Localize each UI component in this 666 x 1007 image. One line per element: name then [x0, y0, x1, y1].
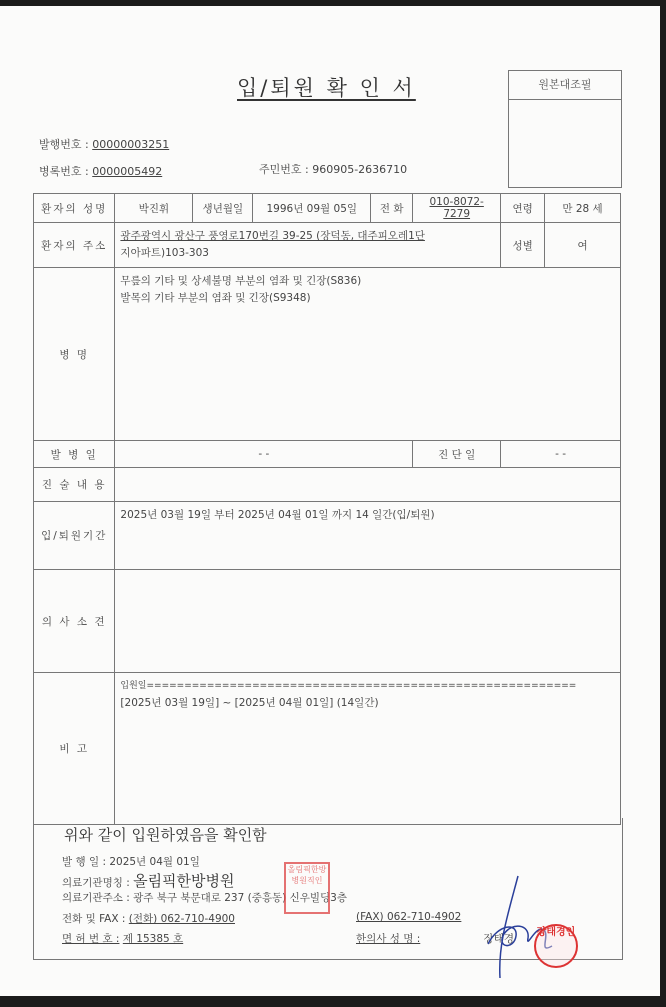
phone-value: 010-8072-7279 — [413, 194, 501, 223]
fax-value: (FAX) 062-710-4902 — [356, 911, 462, 923]
doctor-label: 한의사 성 명 : — [356, 933, 421, 945]
diagnosis-date-value: - - — [501, 441, 621, 468]
diagnosis-label: 병 명 — [34, 268, 115, 441]
row-address — [34, 223, 621, 268]
original-copy-box — [508, 70, 622, 188]
address-line-2: 지아파트)103-303 — [120, 247, 209, 259]
issue-date-row — [62, 854, 200, 869]
resident-number — [259, 161, 407, 177]
row-opinion — [34, 570, 621, 673]
row-period — [34, 502, 621, 570]
diagnosis-line-2: 발목의 기타 부분의 염좌 및 긴장(S9348) — [120, 292, 311, 304]
document-title: 입/퇴원 확 인 서 — [237, 76, 416, 100]
patient-record-value: 0000005492 — [92, 165, 163, 178]
resident-number-value: 960905-2636710 — [312, 163, 408, 176]
confirmation-form-table — [33, 193, 621, 825]
hospital-seal-text: 올림픽한방병원직인 — [287, 865, 327, 885]
patient-record-number — [39, 163, 162, 179]
statement-label: 진 술 내 용 — [34, 468, 115, 502]
tel-value: (전화) 062-710-4900 — [128, 913, 235, 925]
remarks-line-2: [2025년 03월 19일] ~ [2025년 04월 01일] (14일간) — [120, 697, 379, 709]
row-remarks — [34, 673, 621, 825]
hospital-name-row — [62, 870, 235, 891]
doctor-name-value: 장태경 — [483, 933, 515, 945]
license-row — [62, 931, 183, 946]
document-page — [0, 6, 660, 996]
sex-label: 성별 — [501, 223, 545, 268]
tel-row — [62, 911, 235, 926]
birth-value: 1996년 09월 05일 — [253, 194, 371, 223]
phone-label: 전 화 — [371, 194, 413, 223]
row-statement — [34, 468, 621, 502]
diagnosis-date-label: 진 단 일 — [413, 441, 501, 468]
opinion-value — [115, 570, 621, 673]
patient-record-label: 병록번호 : — [39, 165, 89, 178]
remarks-line-1: 입원일========================================================= — [120, 681, 577, 691]
resident-number-label: 주민번호 : — [259, 163, 309, 176]
license-label: 면 허 번 호 : — [62, 933, 120, 945]
age-label: 연령 — [501, 194, 545, 223]
statement-value — [115, 468, 621, 502]
name-value: 박진휘 — [115, 194, 193, 223]
birth-label: 생년월일 — [193, 194, 253, 223]
address-line-1: 광주광역시 광산구 풍영로170번길 39-25 (장덕동, 대주피오레1단 — [120, 230, 425, 242]
period-label: 입/퇴원기간 — [34, 502, 115, 570]
issue-number-value: 00000003251 — [92, 138, 170, 151]
row-diagnosis — [34, 268, 621, 441]
issue-date-label: 발 행 일 : — [62, 856, 106, 868]
issue-date-value: 2025년 04월 01일 — [109, 856, 200, 868]
hospital-address-label: 의료기관주소 : — [62, 892, 130, 904]
doctor-seal — [534, 924, 578, 968]
issue-number-label: 발행번호 : — [39, 138, 89, 151]
confirmation-statement: 위와 같이 입원하였음을 확인함 — [64, 826, 267, 844]
address-label: 환자의 주소 — [34, 223, 115, 268]
license-value: 제 15385 호 — [122, 933, 184, 945]
row-name — [34, 194, 621, 223]
original-copy-label: 원본대조필 — [509, 71, 621, 100]
tel-label: 전화 및 FAX : — [62, 913, 126, 925]
opinion-label: 의 사 소 견 — [34, 570, 115, 673]
name-label: 환자의 성명 — [34, 194, 115, 223]
hospital-seal — [284, 862, 330, 914]
period-value: 2025년 03월 19일 부터 2025년 04월 01일 까지 14 일간(입/퇴원) — [115, 502, 621, 570]
issue-number — [39, 136, 169, 152]
remarks-value — [115, 673, 621, 825]
doctor-seal-text: 장태경인 — [536, 927, 576, 938]
diagnosis-line-1: 무릎의 기타 및 상세불명 부분의 염좌 및 긴장(S836) — [120, 275, 362, 287]
sex-value: 여 — [545, 223, 621, 268]
age-value: 만 28 세 — [545, 194, 621, 223]
diagnosis-value — [115, 268, 621, 441]
onset-label: 발 병 일 — [34, 441, 115, 468]
hospital-name-value: 올림픽한방병원 — [133, 872, 235, 890]
hospital-name-label: 의료기관명칭 : — [62, 877, 130, 889]
remarks-label: 비 고 — [34, 673, 115, 825]
row-onset — [34, 441, 621, 468]
onset-value: - - — [115, 441, 413, 468]
hospital-address-value: 광주 북구 북문대로 237 (중흥동) 신우빌딩3층 — [133, 892, 347, 904]
address-value — [115, 223, 501, 268]
